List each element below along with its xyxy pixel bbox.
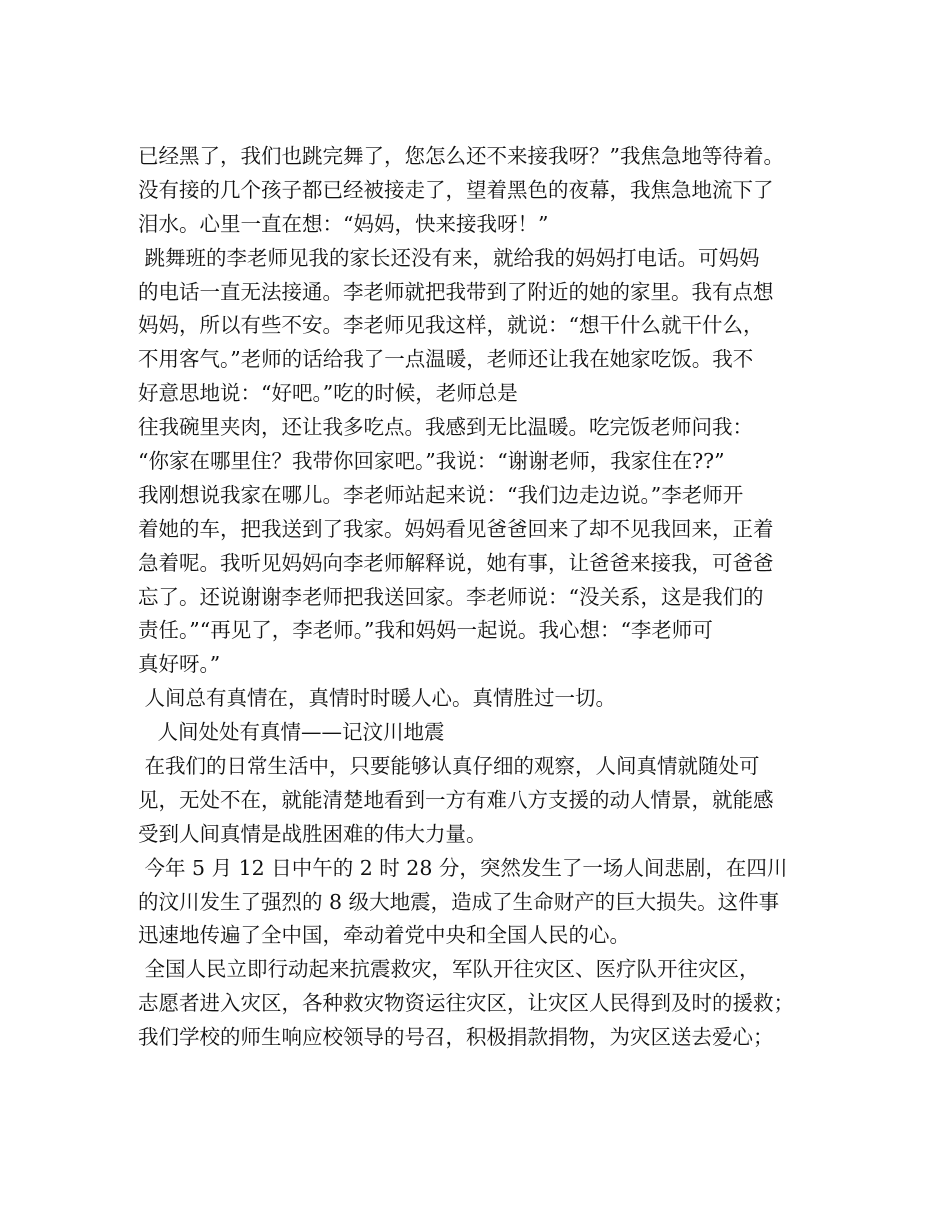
text-line: 受到人间真情是战胜困难的伟大力量。 [138,821,487,846]
text-line: 跳舞班的李老师见我的家长还没有来，就给我的妈妈打电话。可妈妈 [138,245,760,270]
text-line: 见，无处不在，就能清楚地看到一方有难八方支援的动人情景，就能感 [138,787,774,812]
text-line: 真好呀。” [138,652,221,677]
text-line: 没有接的几个孩子都已经被接走了，望着黑色的夜幕，我焦急地流下了 [138,177,774,202]
text-line: 往我碗里夹肉，还让我多吃点。我感到无比温暖。吃完饭老师问我： [138,415,753,440]
text-line: 好意思地说：“好吧。”吃的时候，老师总是 [138,381,518,406]
text-line: 着她的车，把我送到了我家。妈妈看见爸爸回来了却不见我回来，正着 [138,516,774,541]
text-line: 我们学校的师生响应校领导的号召，积极捐款捐物，为灾区送去爱心； [138,1025,774,1050]
section-heading: 人间处处有真情——记汶川地震 [138,720,445,745]
text-line: 我刚想说我家在哪儿。李老师站起来说：“我们边走边说。”李老师开 [138,482,744,507]
text-line: 急着呢。我听见妈妈向李老师解释说，她有事，让爸爸来接我，可爸爸 [138,550,774,575]
text-line: 志愿者进入灾区，各种救灾物资运往灾区，让灾区人民得到及时的援救； [138,991,794,1016]
text-line: “你家在哪里住？我带你回家吧。”我说：“谢谢老师，我家住在??” [138,449,725,474]
text-line: 的汶川发生了强烈的 8 级大地震，造成了生命财产的巨大损失。这件事 [138,889,780,914]
text-line: 在我们的日常生活中，只要能够认真仔细的观察，人间真情就随处可 [138,754,760,779]
text-line: 人间总有真情在，真情时时暖人心。真情胜过一切。 [138,686,617,711]
text-line: 已经黑了，我们也跳完舞了，您怎么还不来接我呀？”我焦急地等待着。 [138,144,784,168]
text-line: 泪水。心里一直在想：“妈妈，快来接我呀！” [138,211,549,236]
body-text [138,140,828,1055]
text-line: 迅速地传遍了全中国，牵动着党中央和全国人民的心。 [138,923,630,948]
text-line: 今年 5 月 12 日中午的 2 时 28 分，突然发生了一场人间悲剧，在四川 [138,855,788,880]
text-line: 妈妈，所以有些不安。李老师见我这样，就说：“想干什么就干什么， [138,313,764,338]
text-line: 责任。”“再见了，李老师。”我和妈妈一起说。我心想：“李老师可 [138,618,713,643]
text-line: 全国人民立即行动起来抗震救灾，军队开往灾区、医疗队开往灾区， [138,957,760,982]
text-line: 的电话一直无法接通。李老师就把我带到了附近的她的家里。我有点想 [138,279,774,304]
text-line: 忘了。还说谢谢李老师把我送回家。李老师说：“没关系，这是我们的 [138,584,764,609]
text-line: 不用客气。”老师的话给我了一点温暖，老师还让我在她家吃饭。我不 [138,347,754,372]
